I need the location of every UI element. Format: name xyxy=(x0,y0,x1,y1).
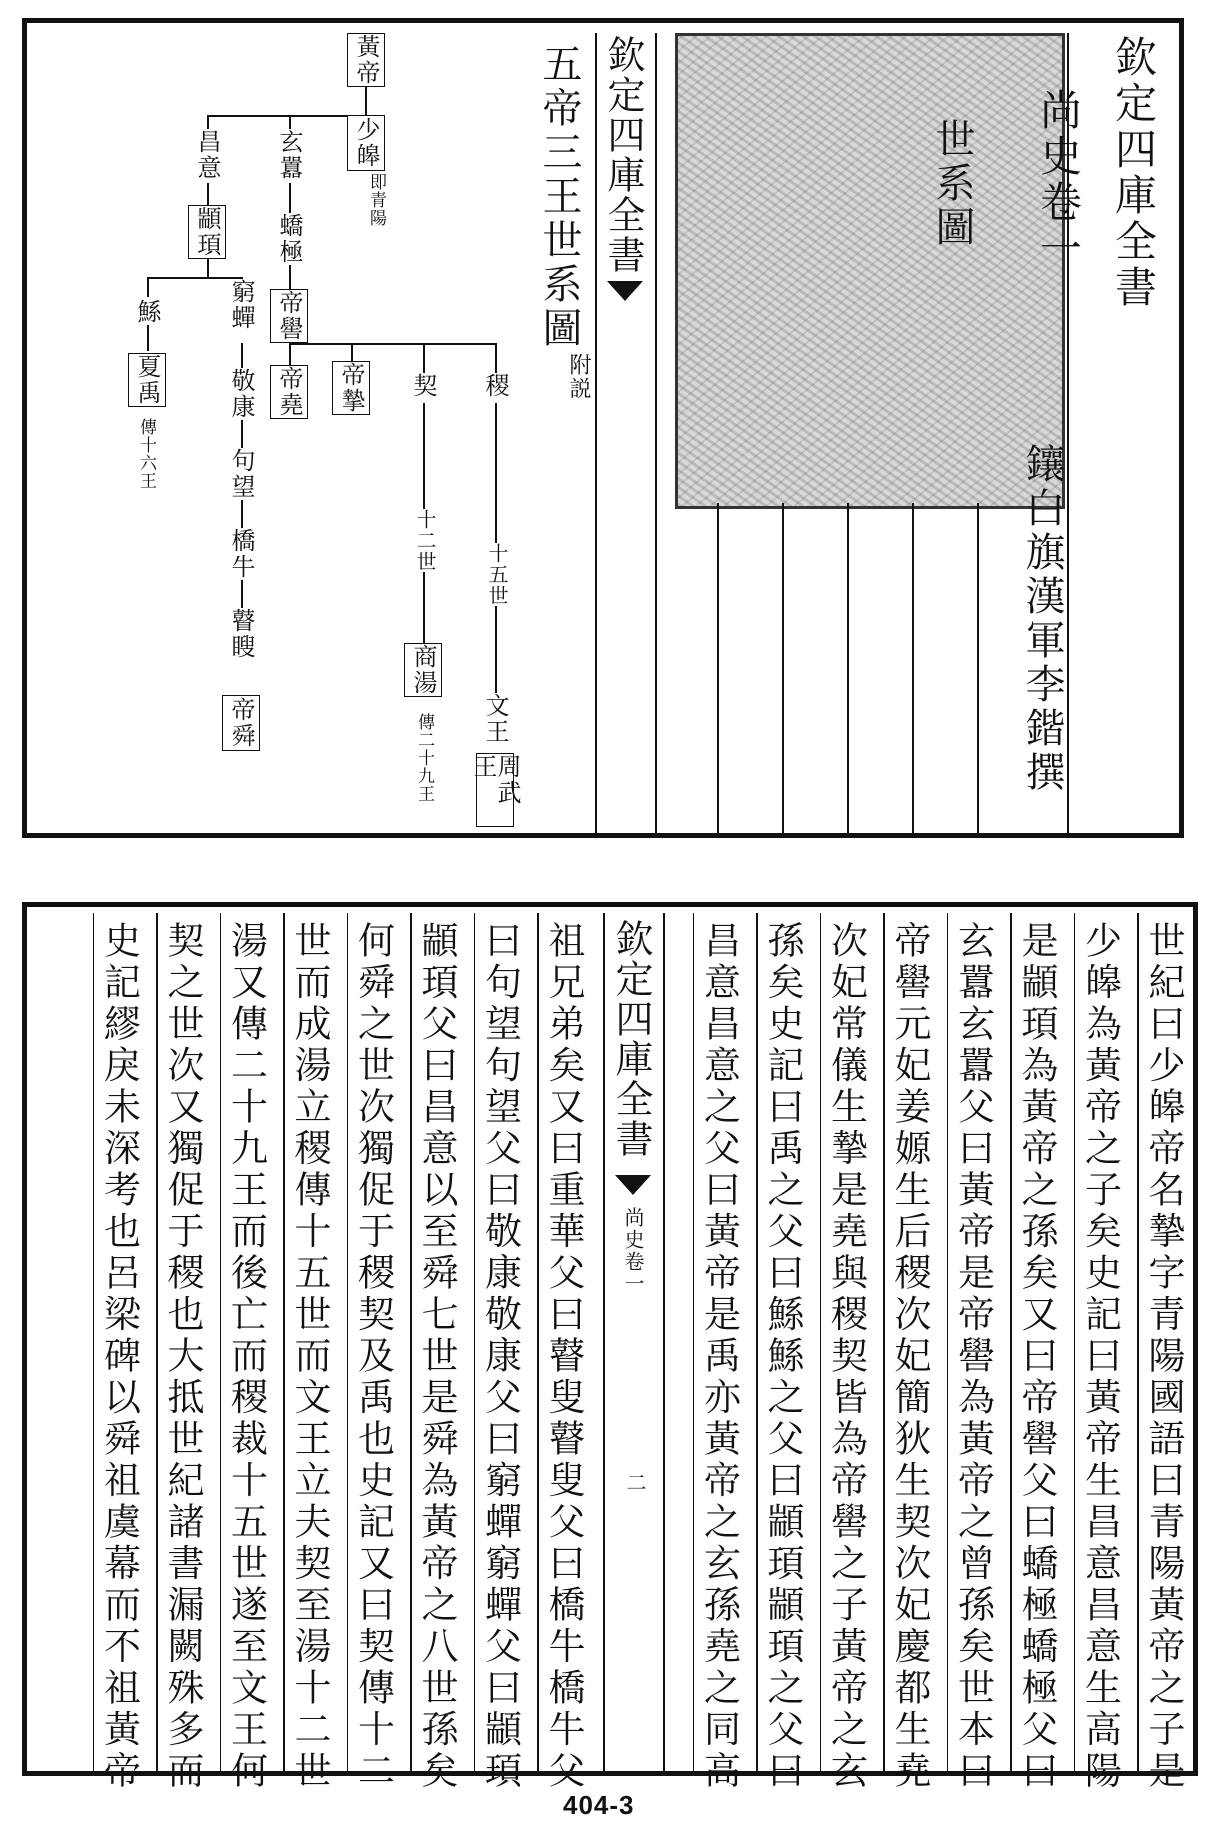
column-rule xyxy=(1010,913,1012,1771)
column-rule xyxy=(912,503,914,833)
gutter-right xyxy=(663,913,665,1771)
text-column: 玄囂玄囂父曰黃帝是帝嚳為黃帝之曾孫矣世本曰 xyxy=(951,921,995,1793)
text-column: 契之世次又獨促于稷也大抵世紀諸書漏闕殊多而 xyxy=(161,921,204,1793)
tree-line xyxy=(147,323,149,351)
column-rule xyxy=(717,503,719,833)
gutter-label: 欽定四庫全書 xyxy=(601,35,645,275)
text-column: 帝嚳元妃姜嫄生后稷次妃簡狄生契次妃慶都生堯 xyxy=(888,921,931,1793)
tree-line xyxy=(289,115,291,129)
page-number: 404-3 xyxy=(563,1790,635,1820)
text-column: 次妃常儀生摯是堯與稷契皆為帝嚳之子黃帝之玄 xyxy=(824,921,868,1793)
chart-title-note: 附説 xyxy=(566,353,591,401)
lower-page xyxy=(22,902,1198,1793)
tang-note: 傳二十九王 xyxy=(414,713,434,803)
column-rule xyxy=(820,913,822,1771)
text-column: 史記繆戾未深考也呂梁碑以舜祖虞幕而不祖黃帝 xyxy=(97,921,141,1793)
node-gun: 鯀 xyxy=(133,299,161,325)
column-rule xyxy=(410,913,412,1771)
column-rule xyxy=(977,503,979,833)
node-jingkang: 敬康 xyxy=(227,368,255,420)
tree-line xyxy=(289,343,497,345)
column-rule xyxy=(220,913,222,1771)
shaohao-note: 即青陽 xyxy=(366,173,386,227)
column-rule xyxy=(1074,913,1076,1771)
tree-line xyxy=(423,343,425,373)
text-column: 孫矣史記曰禹之父曰鯀鯀之父曰顓頊顓頊之父曰 xyxy=(761,921,804,1793)
column-rule xyxy=(883,913,885,1771)
gutter-left xyxy=(603,913,605,1771)
tree-line xyxy=(351,343,353,361)
column-rule xyxy=(782,503,784,833)
text-column: 少皞為黃帝之子矣史記曰黃帝生昌意昌意生高陽 xyxy=(1078,921,1122,1793)
book-title: 欽定四庫全書 xyxy=(1109,35,1158,311)
column-rule xyxy=(693,913,695,1771)
column-rule xyxy=(474,913,476,1771)
node-zhuanxu: 顓頊 xyxy=(188,205,226,259)
tree-line xyxy=(365,85,367,115)
text-column: 何舜之世次獨促于稷契及禹也史記又曰契傳十二 xyxy=(351,921,395,1793)
text-column: 世而成湯立稷傳十五世而文王立夫契至湯十二世 xyxy=(288,921,331,1793)
node-shun: 帝舜 xyxy=(222,695,260,751)
upper-page xyxy=(22,18,1184,838)
tree-line xyxy=(147,277,149,297)
fish-tail-mark xyxy=(607,281,643,301)
tree-line xyxy=(207,257,209,277)
node-zhi: 帝摯 xyxy=(332,361,370,415)
node-wenwang: 文王 xyxy=(481,693,509,745)
column-rule xyxy=(756,913,758,1771)
text-column: 曰句望句望父曰敬康敬康父曰窮蟬窮蟬父曰顓頊 xyxy=(478,921,522,1793)
node-wuwang: 周武王 xyxy=(476,753,514,827)
tree-line xyxy=(289,183,291,213)
node-changyi: 昌意 xyxy=(193,129,221,181)
column-rule xyxy=(537,913,539,1771)
column-rule xyxy=(1137,913,1139,1771)
tree-line xyxy=(495,343,497,373)
gutter-label: 欽定四庫全書 xyxy=(609,919,653,1159)
fish-tail-mark xyxy=(615,1175,651,1195)
node-qiaoniu: 橋牛 xyxy=(227,528,255,580)
qi-generations: 十二世 xyxy=(413,509,437,572)
node-xuanxiao: 玄囂 xyxy=(275,129,303,181)
section-title: 世系圖 xyxy=(929,118,975,250)
volume-title: 尚史卷一 xyxy=(1034,88,1083,272)
text-column: 昌意昌意之父曰黃帝是禹亦黃帝之玄孫堯之同高 xyxy=(697,921,741,1793)
library-seal xyxy=(675,33,1065,509)
node-diku: 帝嚳 xyxy=(270,289,308,343)
text-column: 是顓頊為黃帝之孫矣又曰帝嚳父曰蟜極蟜極父曰 xyxy=(1015,921,1058,1793)
author-line: 鑲白旗漢軍李鍇撰 xyxy=(1019,443,1065,795)
yu-note: 傳十六王 xyxy=(136,418,156,490)
text-column: 世紀曰少皞帝名摯字青陽國語曰青陽黃帝之子是 xyxy=(1142,921,1185,1793)
node-juwang: 句望 xyxy=(227,448,255,500)
tree-line xyxy=(289,345,291,365)
gutter-left xyxy=(595,33,597,833)
gutter-right xyxy=(655,33,657,833)
text-column: 顓頊父曰昌意以至舜七世是舜為黃帝之八世孫矣 xyxy=(415,921,458,1793)
node-jiaoji: 蟜極 xyxy=(275,213,303,265)
chart-title: 五帝三王世系圖 xyxy=(536,43,582,351)
text-column: 祖兄弟矣又曰重華父曰瞽叟瞽叟父曰橋牛橋牛父 xyxy=(542,921,585,1793)
ji-generations: 十五世 xyxy=(485,543,509,606)
node-qi: 契 xyxy=(409,373,437,399)
node-huangdi: 黃帝 xyxy=(347,33,385,87)
column-rule xyxy=(347,913,349,1771)
tree-line xyxy=(207,115,209,129)
column-rule xyxy=(283,913,285,1771)
node-ji: 稷 xyxy=(481,373,509,399)
node-gusou: 瞽瞍 xyxy=(227,608,255,660)
tree-line xyxy=(207,183,209,205)
node-yao: 帝堯 xyxy=(270,365,308,419)
gutter-volume: 尚史卷一 xyxy=(621,1207,645,1295)
tree-line xyxy=(207,115,367,117)
node-tang: 商湯 xyxy=(404,643,442,697)
gutter-page: 二 xyxy=(623,1472,647,1494)
column-rule xyxy=(947,913,949,1771)
text-column: 湯又傳二十九王而後亡而稷裁十五世遂至文王何 xyxy=(224,921,268,1793)
column-rule xyxy=(156,913,158,1771)
column-rule xyxy=(847,503,849,833)
node-yu: 夏禹 xyxy=(128,353,166,407)
node-qiongchan: 窮蟬 xyxy=(227,279,255,331)
node-shaohao: 少皞 xyxy=(347,115,385,171)
column-rule xyxy=(93,913,95,1771)
